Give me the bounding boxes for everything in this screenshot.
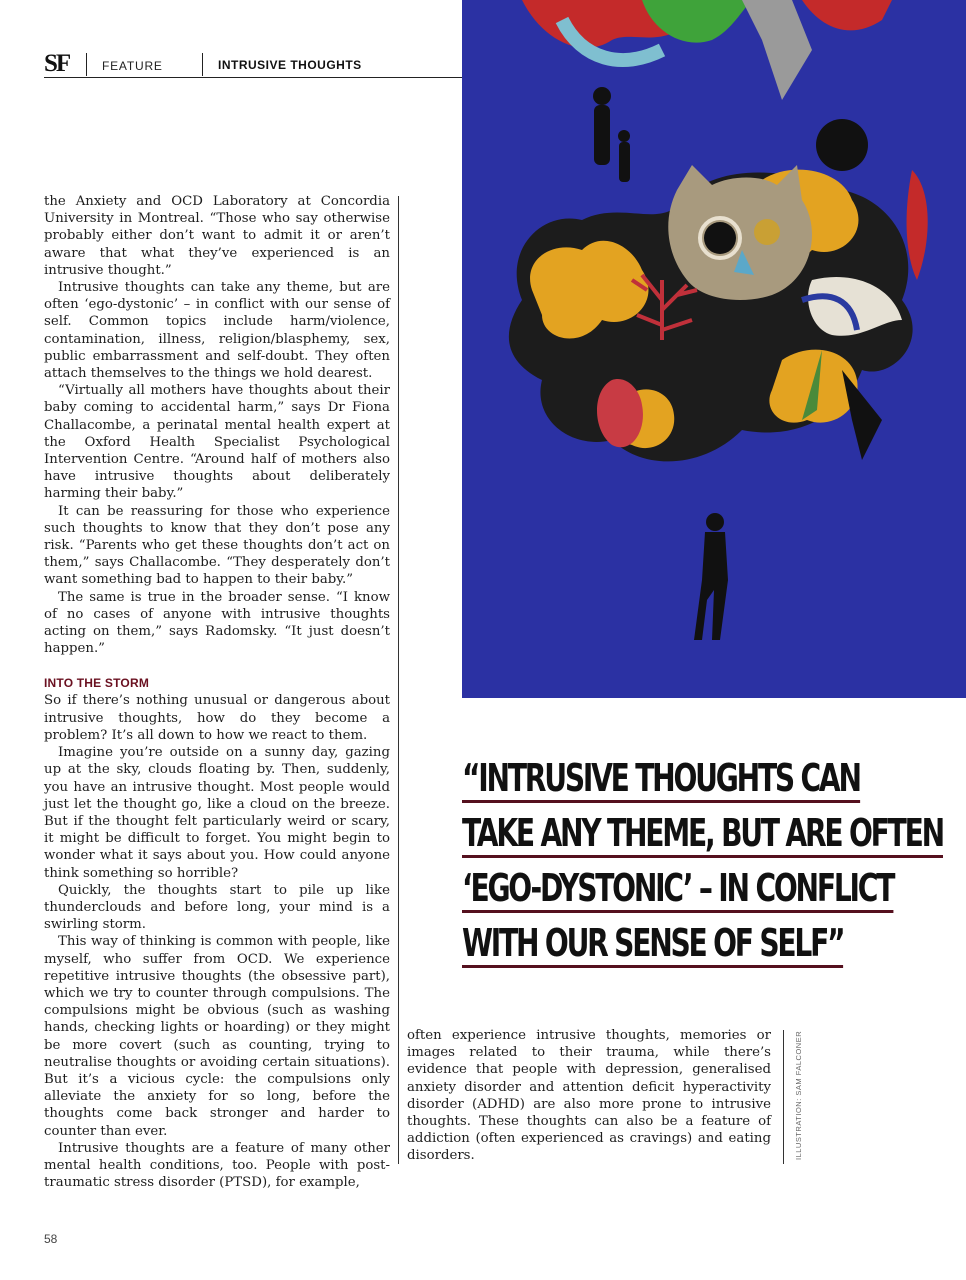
body-paragraph: “Virtually all mothers have thoughts about their baby coming to accidental harm,” says Dr Fiona Challacombe, a perinatal mental health expert at the Oxford Health Specialist Psychological Intervention Centre. “Around half of mothers also have intrusive thoughts about deliberately harming their baby.” [44, 383, 390, 502]
illustration-credit: ILLUSTRATION: SAM FALCONER [794, 1030, 803, 1160]
body-paragraph: Quickly, the thoughts start to pile up like thunderclouds and before long, your mind is a swirling storm. [44, 882, 390, 933]
pull-quote-line: “INTRUSIVE THOUGHTS CAN [462, 756, 860, 803]
body-paragraph: It can be reassuring for those who experience such thoughts to know that they don’t pose any risk. “Parents who get these thoughts don’t act on them,” says Challacombe. “They desperately don’t want something bad to happen to their baby.” [44, 503, 390, 588]
column-divider [398, 196, 399, 1164]
magazine-logo: SF [44, 50, 70, 77]
header-divider [202, 53, 203, 76]
topic-label: INTRUSIVE THOUGHTS [218, 58, 362, 72]
body-paragraph: the Anxiety and OCD Laboratory at Concordia University in Montreal. “Those who say otherwise probably either don’t want to admit it or aren’t aware that what they’ve experienced is an intrusive thought.” [44, 194, 390, 278]
pull-quote-line: TAKE ANY THEME, BUT ARE OFTEN [462, 811, 943, 858]
illustration-graphic [462, 0, 966, 698]
pull-quote [462, 756, 943, 976]
body-paragraph: Imagine you’re outside on a sunny day, gazing up at the sky, clouds floating by. Then, suddenly, you have an intrusive thought. Most people would just let the thought go, like a cloud on the breeze. But if the thought felt particularly weird or scary, it might be difficult to forget. You might begin to wonder what it says about you. How could anyone think something so horrible? [44, 745, 390, 881]
column-divider [783, 1030, 784, 1164]
section-label: FEATURE [102, 59, 163, 73]
subhead: INTO THE STORM [44, 676, 150, 691]
body-paragraph: Intrusive thoughts are a feature of many other mental health conditions, too. People with post-traumatic stress disorder (PTSD), for example, [44, 1140, 390, 1191]
body-paragraph: The same is true in the broader sense. “I know of no cases of anyone with intrusive thoughts acting on them,” says Radomsky. “It just doesn’t happen.” [44, 589, 390, 657]
article-column-1 [44, 193, 390, 1191]
pull-quote-line: ‘EGO-DYSTONIC’ – IN CONFLICT [462, 866, 893, 913]
body-paragraph: Intrusive thoughts can take any theme, but are often ‘ego-dystonic’ – in conflict with our sense of self. Common topics include harm/violence, contamination, illness, religion/blasphemy, sex, public embarrassment and self-doubt. They often attach themselves to the things we hold dearest. [44, 280, 390, 382]
body-paragraph: This way of thinking is common with people, like myself, who suffer from OCD. We experience repetitive intrusive thoughts (the obsessive part), which we try to counter through compulsions. The compulsions might be obvious (such as washing hands, checking lights or hoarding) or they might be more covert (such as counting, trying to neutralise thoughts or avoiding certain situations). But it’s a vicious cycle: the compulsions only alleviate the anxiety for so long, before the thoughts come back stronger and harder to counter than ever. [44, 934, 390, 1139]
page-number: 58 [44, 1232, 58, 1246]
page-header [44, 48, 462, 78]
body-paragraph: often experience intrusive thoughts, memories or images related to their trauma, while there’s evidence that people with depression, generalised anxiety disorder and attention deficit hyperactivity disorder (ADHD) are also more prone to intrusive thoughts. These thoughts can also be a feature of addiction (often experienced as cravings) and eating disorders. [407, 1028, 771, 1164]
header-divider [86, 53, 87, 76]
article-column-2 [407, 1027, 771, 1165]
feature-illustration [462, 0, 966, 698]
body-paragraph: So if there’s nothing unusual or dangerous about intrusive thoughts, how do they become a problem? It’s all down to how we react to them. [44, 693, 390, 743]
header-rule [44, 77, 462, 78]
pull-quote-line: WITH OUR SENSE OF SELF” [462, 921, 843, 968]
